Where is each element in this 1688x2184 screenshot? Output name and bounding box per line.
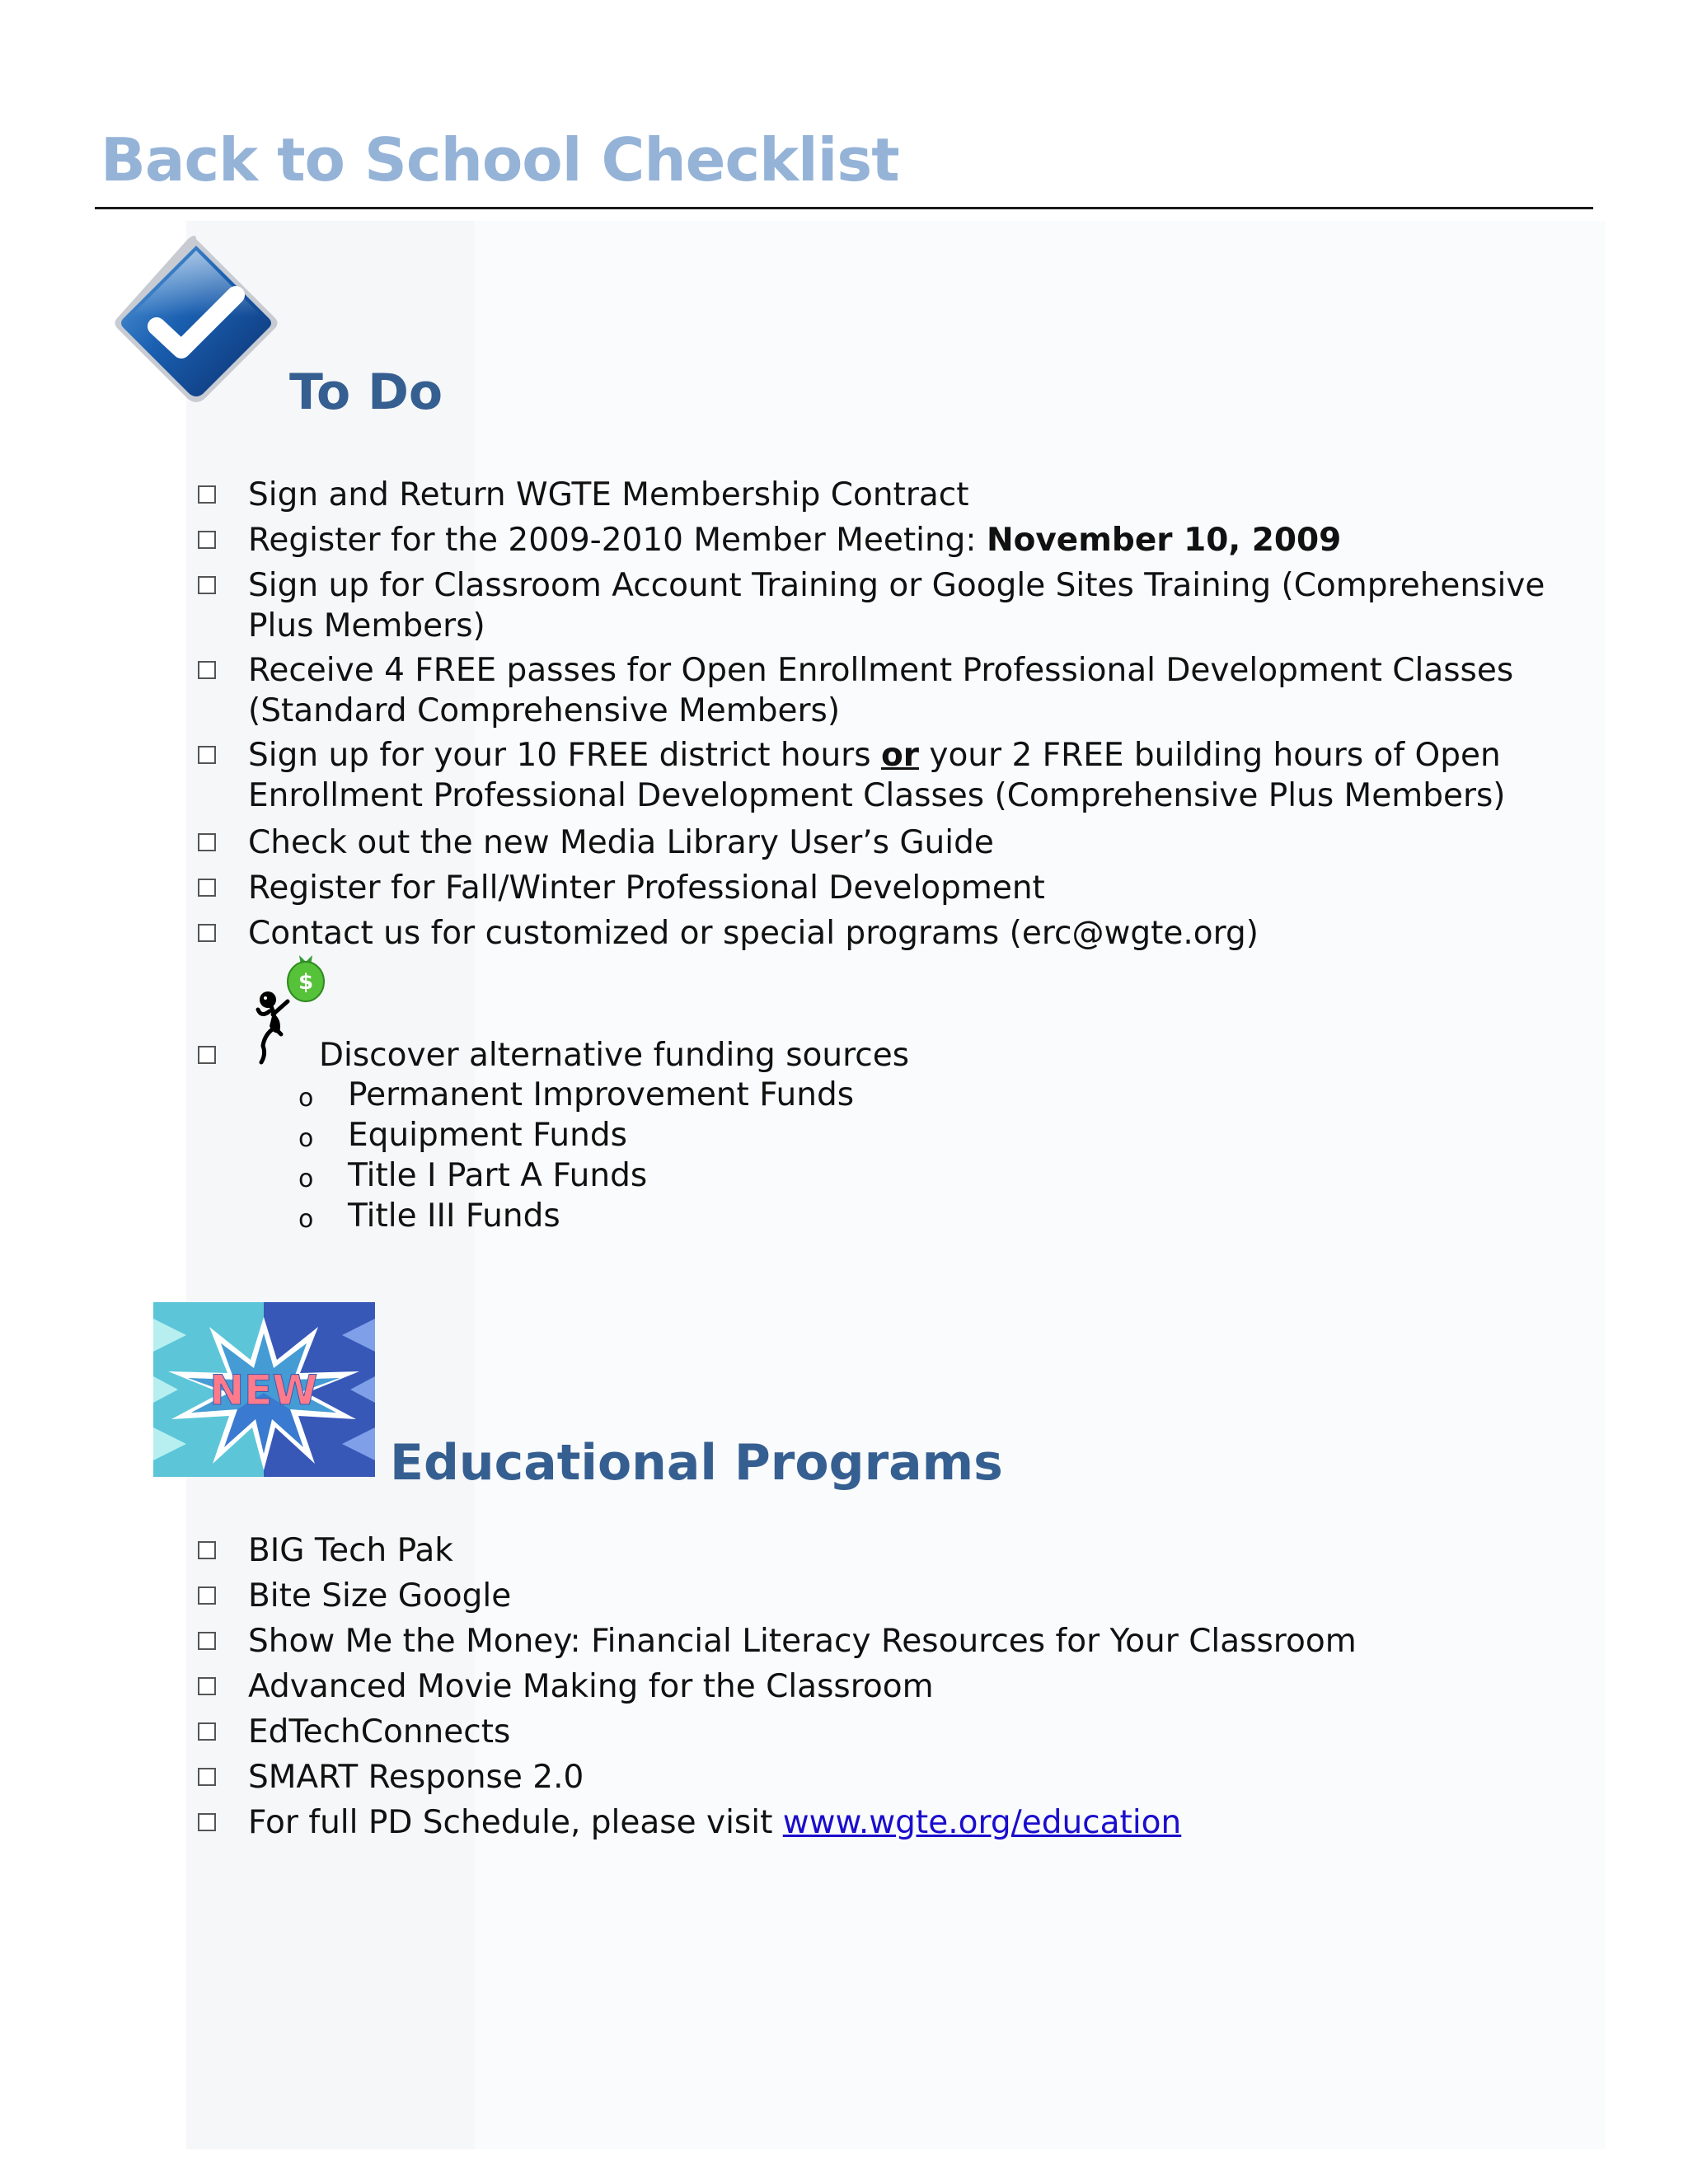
- program-item-pd-schedule[interactable]: For full PD Schedule, please visit www.wgte.org/education: [198, 1802, 1600, 1843]
- page-title: Back to School Checklist: [101, 125, 899, 194]
- checkbox[interactable]: [198, 746, 216, 764]
- program-item-bite-size-google[interactable]: Bite Size Google: [198, 1576, 1600, 1616]
- todo-item-free-passes[interactable]: Receive 4 FREE passes for Open Enrollment Professional Development Classes (Standard Comprehensive Members): [198, 650, 1600, 731]
- checkbox[interactable]: [198, 1677, 216, 1695]
- funding-subitem: o Title I Part A Funds: [298, 1155, 647, 1196]
- checkbox[interactable]: [198, 879, 216, 897]
- todo-item-membership-contract[interactable]: Sign and Return WGTE Membership Contract: [198, 475, 1600, 515]
- todo-item-contact-us[interactable]: Contact us for customized or special programs (erc@wgte.org): [198, 913, 1600, 954]
- checkbox[interactable]: [198, 531, 216, 549]
- todo-heading: To Do: [289, 363, 443, 421]
- todo-item-member-meeting[interactable]: Register for the 2009-2010 Member Meeting: November 10, 2009: [198, 520, 1600, 560]
- checkmark-diamond-icon: [106, 229, 287, 410]
- hollow-bullet-icon: o: [298, 1124, 314, 1153]
- title-rule: [95, 207, 1593, 209]
- program-item-advanced-movie-making[interactable]: Advanced Movie Making for the Classroom: [198, 1666, 1600, 1707]
- checkbox[interactable]: [198, 833, 216, 851]
- todo-item-media-library-guide[interactable]: Check out the new Media Library User’s Guide: [198, 823, 1600, 863]
- new-starburst-icon: [153, 1302, 375, 1477]
- checkbox[interactable]: [198, 485, 216, 504]
- todo-item-fall-winter-pd[interactable]: Register for Fall/Winter Professional Development: [198, 868, 1600, 908]
- program-item-big-tech-pak[interactable]: BIG Tech Pak: [198, 1530, 1600, 1571]
- money-symbol: $: [298, 970, 314, 995]
- checkbox[interactable]: [198, 924, 216, 942]
- checkbox[interactable]: [198, 1722, 216, 1741]
- funding-subitem: o Permanent Improvement Funds: [298, 1075, 854, 1115]
- checkbox[interactable]: [198, 1768, 216, 1786]
- checkbox[interactable]: [198, 576, 216, 594]
- hollow-bullet-icon: o: [298, 1084, 314, 1113]
- program-item-show-me-the-money[interactable]: Show Me the Money: Financial Literacy Resources for Your Classroom: [198, 1621, 1600, 1661]
- checkbox[interactable]: [198, 661, 216, 679]
- program-item-edtechconnects[interactable]: EdTechConnects: [198, 1712, 1600, 1752]
- hollow-bullet-icon: o: [298, 1205, 314, 1234]
- checkbox[interactable]: [198, 1586, 216, 1605]
- program-item-smart-response[interactable]: SMART Response 2.0: [198, 1757, 1600, 1797]
- new-badge-text: NEW: [209, 1366, 318, 1414]
- funding-subitem: o Equipment Funds: [298, 1115, 627, 1155]
- funding-subitem: o Title III Funds: [298, 1196, 560, 1236]
- checkbox[interactable]: [198, 1813, 216, 1831]
- todo-item-classroom-training[interactable]: Sign up for Classroom Account Training or Google Sites Training (Comprehensive Plus Members): [198, 565, 1600, 646]
- programs-heading: Educational Programs: [390, 1434, 1003, 1492]
- checkbox[interactable]: [198, 1046, 216, 1064]
- education-schedule-link[interactable]: www.wgte.org/education: [782, 1804, 1182, 1841]
- todo-item-funding-sources[interactable]: Discover alternative funding sources: [198, 1035, 1671, 1076]
- checkbox[interactable]: [198, 1541, 216, 1559]
- checkbox[interactable]: [198, 1632, 216, 1650]
- todo-item-free-hours[interactable]: Sign up for your 10 FREE district hours or your 2 FREE building hours of Open Enrollment Professional Development Classes (Comprehensive Plus Members): [198, 735, 1600, 816]
- hollow-bullet-icon: o: [298, 1165, 314, 1193]
